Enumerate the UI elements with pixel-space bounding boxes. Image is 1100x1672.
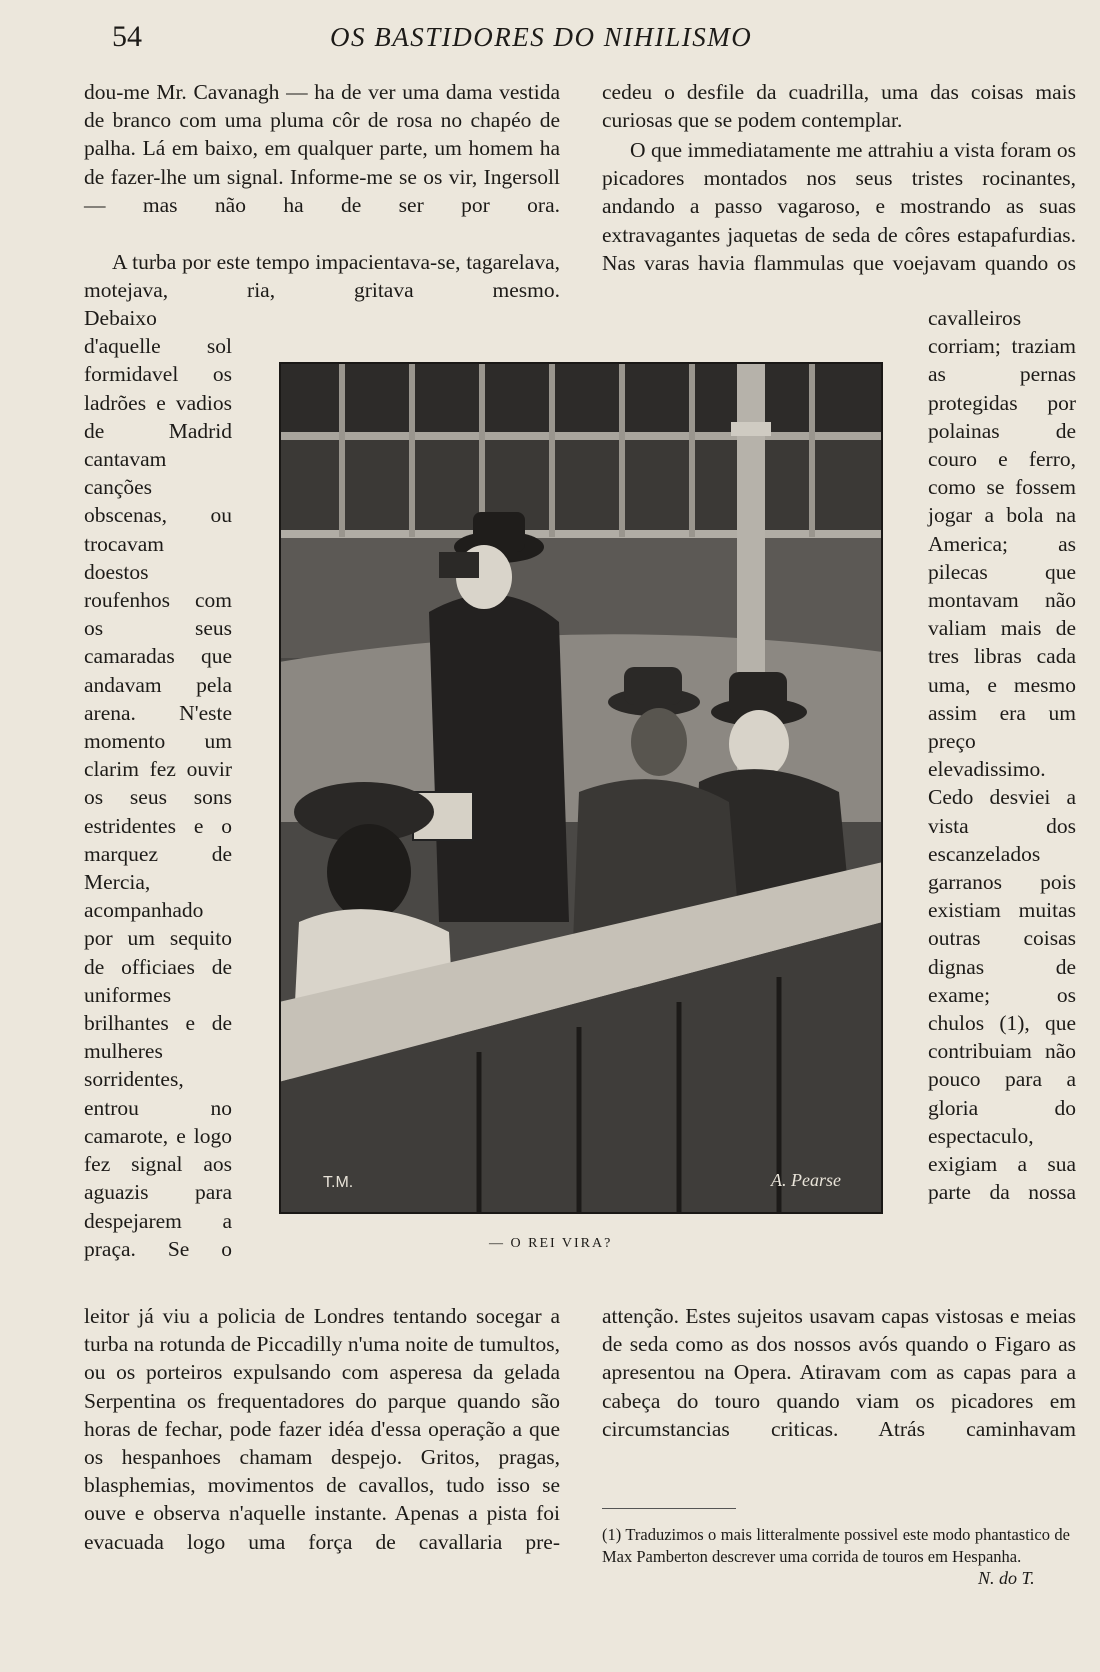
paragraph-left-bottom: leitor já viu a policia de Londres tentando socegar a turba na rotunda de Piccadilly n'uma noite de tumultos, ou os porteiros expulsando com asperesa da gelada Serpentina os frequentadores do parque quando são horas de fechar, pode fazer idéa d'essa operação a que os hespanhoes chamam despejo. Gritos, pragas, blasphemias, movimentos de cavallos, tudo isso se ouve e observa n'aquelle instante. Apenas a pista foi evacuada logo uma força de cavallaria pre-: [84, 1304, 560, 1554]
paragraph-left-turba: A turba por este tempo impacientava-se, tagarelava, motejava, ria, gritava mesmo.: [84, 250, 560, 303]
page-number: 54: [112, 20, 142, 53]
running-title: OS BASTIDORES DO NIHILISMO: [330, 22, 753, 52]
illustration-signature: A. Pearse: [771, 1170, 841, 1190]
paragraph-right-top: cedeu o desfile da cuadrilla, uma das coisas mais curiosas que se podem contemplar.: [602, 80, 1076, 133]
page-header: [0, 18, 1100, 58]
paragraph-left-top: dou-me Mr. Cavanagh — ha de ver uma dama vestida de branco com uma pluma côr de rosa no chapéo de palha. Lá em baixo, em qualquer parte, um homem ha de fazer-lhe um signal. Informe-me se os vir, Ingersoll — mas não ha de ser por ora.: [84, 80, 560, 217]
footnote: (1) Traduzimos o mais litteralmente possivel este modo phantastico de Max Pamberton descrever uma corrida de touros em Hespanha.: [602, 1525, 1070, 1566]
paragraph-right-narrow: cavalleiros corriam; traziam as pernas protegidas por polainas de couro e ferro, como se fossem jogar a bola na America; as pilecas que montavam não valiam mais de tres libras cada uma, e mesmo assim era um preço elevadissimo. Cedo desviei a vista dos escanzelados garranos pois existiam muitas outras coisas dignas de exame; os chulos (1), que contribuiam não pouco para a gloria do espectaculo, exigiam a sua parte da nossa: [928, 306, 1076, 1205]
footnote-signature: N. do T.: [978, 1568, 1035, 1588]
footnote-rule: [602, 1508, 736, 1509]
paragraph-left-narrow: Debaixo d'aquelle sol formidavel os ladrões e vadios de Madrid cantavam canções obscenas, ou trocavam doestos roufenhos com os seus camaradas que andavam pela arena. N'este momento um clarim fez ouvir os seus sons estridentes e o marquez de Mercia, acompanhado por um sequito de officiaes de uniformes brilhantes e de mulheres sorridentes, entrou no camarote, e logo fez signal aos aguazis para despejarem a praça. Se o: [84, 306, 232, 1261]
illustration-caption: — O REI VIRA?: [489, 1236, 613, 1251]
bullring-illustration: [279, 362, 883, 1214]
paragraph-right-bottom: attenção. Estes sujeitos usavam capas vistosas e meias de seda como as dos nossos avós quando o Figaro as apresentou na Opera. Atiravam com as capas para a cabeça do touro quando viam os picadores em circumstancias criticas. Atrás caminhavam: [602, 1304, 1076, 1441]
paragraph-right-attr: O que immediatamente me attrahiu a vista foram os picadores montados nos seus tristes rocinantes, andando a passo vagaroso, e mostrando as suas extravagantes jaquetas de seda de côres estapafurdias. Nas varas havia flammulas que voejavam quando os: [602, 138, 1076, 275]
illustration-monogram: T.M.: [323, 1174, 354, 1191]
